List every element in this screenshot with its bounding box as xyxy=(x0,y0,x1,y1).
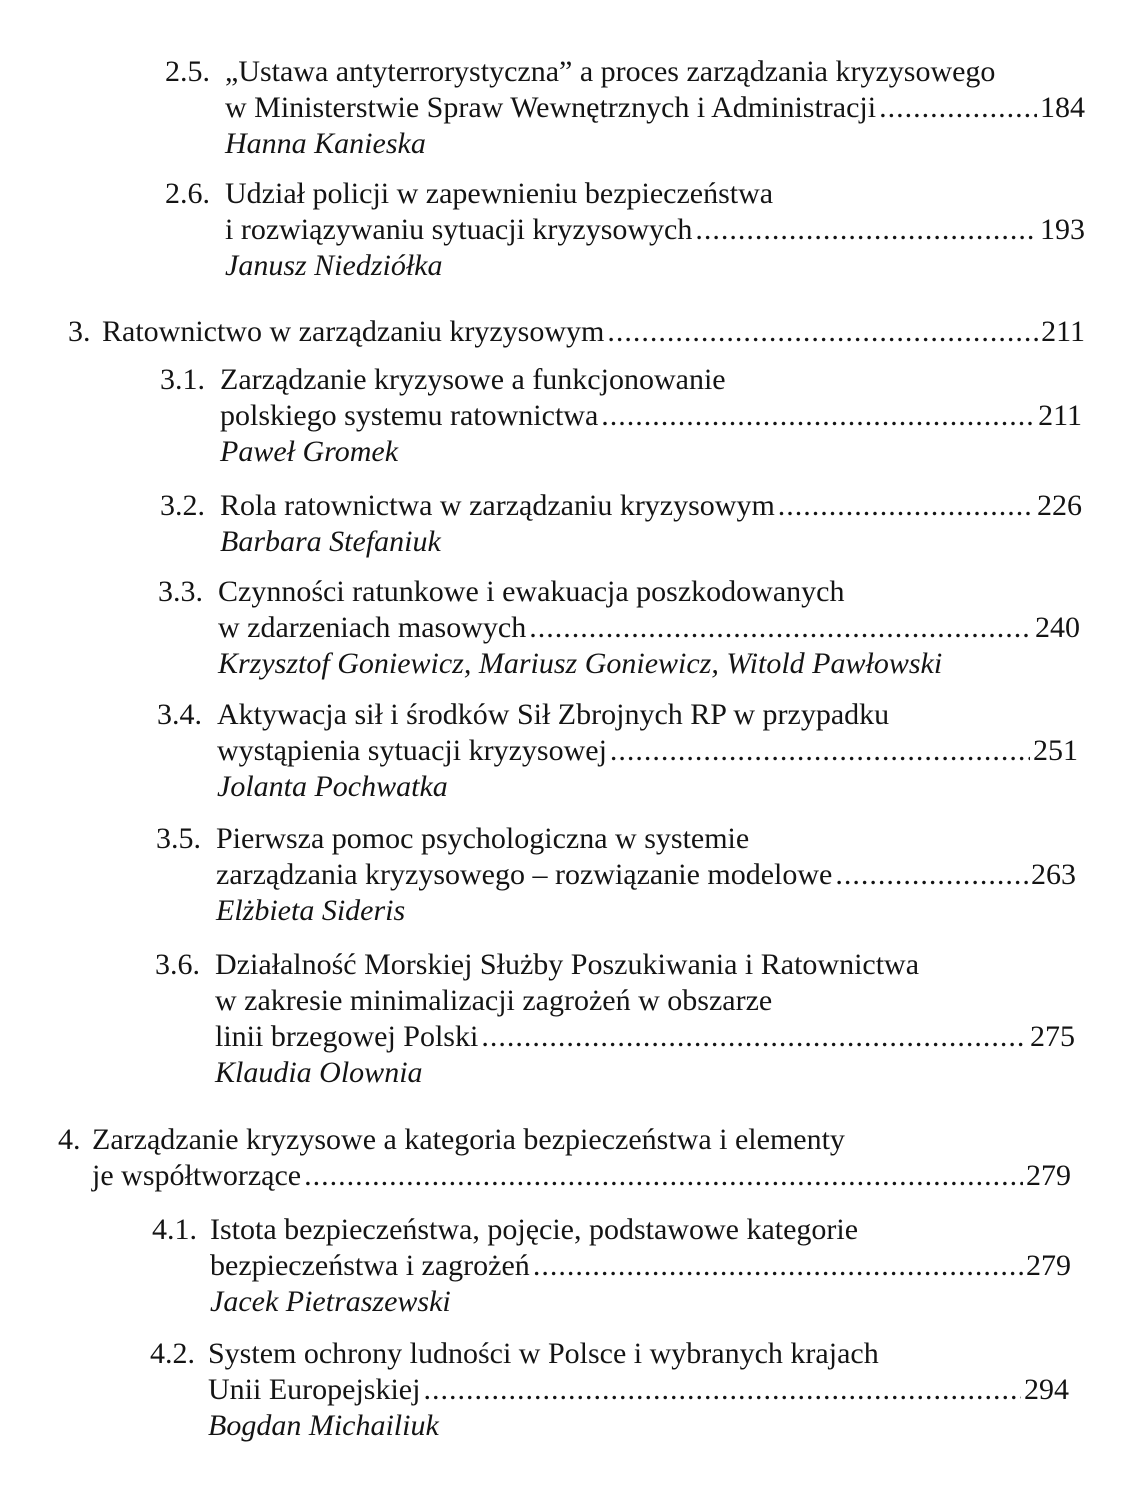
entry-page-number: 251 xyxy=(1033,734,1078,767)
entry-author: Bogdan Michailiuk xyxy=(208,1409,439,1442)
entry-title-line: bezpieczeństwa i zagrożeń xyxy=(210,1249,530,1282)
entry-title-line: polskiego systemu ratownictwa xyxy=(220,399,599,432)
entry-title-line: Rola ratownictwa w zarządzaniu kryzysowym xyxy=(220,489,775,522)
chapter-number: 4. xyxy=(58,1123,81,1156)
entry-number: 3.5. xyxy=(156,822,201,855)
entry-title-line: „Ustawa antyterrorystyczna” a proces zarządzania kryzysowego xyxy=(225,55,996,88)
entry-title-line: Aktywacja sił i środków Sił Zbrojnych RP w przypadku xyxy=(217,698,890,731)
entry-number: 3.1. xyxy=(160,363,205,396)
entry-title-line: w zdarzeniach masowych xyxy=(218,611,527,644)
entry-author: Barbara Stefaniuk xyxy=(220,525,441,558)
entry-author: Elżbieta Sideris xyxy=(216,894,406,927)
entry-title-line: Zarządzanie kryzysowe a funkcjonowanie xyxy=(220,363,726,396)
dot-leader xyxy=(481,1019,1027,1055)
entry-title-line: Udział policji w zapewnieniu bezpieczeństwa xyxy=(225,177,774,210)
entry-number: 2.6. xyxy=(165,177,210,210)
entry-page-number: 193 xyxy=(1040,213,1085,246)
entry-page-number: 226 xyxy=(1037,489,1082,522)
toc-entry-4-1 xyxy=(152,1212,1071,1320)
entry-number: 4.2. xyxy=(150,1337,195,1370)
toc-entry-3-3 xyxy=(158,574,1080,682)
toc-chapter-4 xyxy=(58,1122,1071,1194)
entry-title-line: Czynności ratunkowe i ewakuacja poszkodowanych xyxy=(218,575,845,608)
entry-author: Klaudia Olownia xyxy=(215,1056,423,1089)
chapter-title-line: je współtworzące xyxy=(92,1159,302,1192)
entry-number: 3.2. xyxy=(160,489,205,522)
dot-leader xyxy=(601,398,1035,434)
entry-page-number: 275 xyxy=(1030,1020,1075,1053)
entry-author: Jacek Pietraszewski xyxy=(210,1285,451,1318)
entry-number: 4.1. xyxy=(152,1213,197,1246)
entry-page-number: 184 xyxy=(1040,91,1085,124)
entry-title-line: zarządzania kryzysowego – rozwiązanie modelowe xyxy=(216,858,833,891)
entry-author: Krzysztof Goniewicz, Mariusz Goniewicz, Witold Pawłowski xyxy=(218,647,943,680)
chapter-page-number: 279 xyxy=(1026,1159,1071,1192)
toc-entry-2-6 xyxy=(165,176,1085,284)
dot-leader xyxy=(304,1158,1023,1194)
entry-page-number: 211 xyxy=(1038,399,1082,432)
toc-entry-2-5 xyxy=(165,54,1085,162)
entry-number: 3.3. xyxy=(158,575,203,608)
entry-title-line: Działalność Morskiej Służby Poszukiwania i Ratownictwa xyxy=(215,948,920,981)
entry-title-line: wystąpienia sytuacji kryzysowej xyxy=(217,734,607,767)
entry-title-line: System ochrony ludności w Polsce i wybranych krajach xyxy=(208,1337,879,1370)
entry-title-line: Istota bezpieczeństwa, pojęcie, podstawowe kategorie xyxy=(210,1213,859,1246)
entry-author: Jolanta Pochwatka xyxy=(217,770,448,803)
entry-page-number: 279 xyxy=(1026,1249,1071,1282)
toc-chapter-3 xyxy=(68,314,1085,350)
dot-leader xyxy=(423,1372,1021,1408)
dot-leader xyxy=(695,212,1037,248)
entry-number: 3.6. xyxy=(155,948,200,981)
entry-number: 3.4. xyxy=(157,698,202,731)
entry-title-line: w Ministerstwie Spraw Wewnętrznych i Administracji xyxy=(225,91,877,124)
dot-leader xyxy=(778,488,1034,524)
dot-leader xyxy=(533,1248,1023,1284)
chapter-page-number: 211 xyxy=(1041,315,1085,348)
entry-page-number: 263 xyxy=(1031,858,1076,891)
entry-title-line: i rozwiązywaniu sytuacji kryzysowych xyxy=(225,213,693,246)
dot-leader xyxy=(529,610,1032,646)
entry-author: Paweł Gromek xyxy=(220,435,399,468)
entry-number: 2.5. xyxy=(165,55,210,88)
entry-author: Janusz Niedziółka xyxy=(225,249,443,282)
entry-title-line: Unii Europejskiej xyxy=(208,1373,421,1406)
toc-entry-4-2 xyxy=(150,1336,1069,1444)
dot-leader xyxy=(610,733,1030,769)
toc-entry-3-4 xyxy=(157,697,1078,805)
entry-title-line: linii brzegowej Polski xyxy=(215,1020,479,1053)
chapter-number: 3. xyxy=(68,315,91,348)
entry-title-line: w zakresie minimalizacji zagrożeń w obszarze xyxy=(215,984,773,1017)
dot-leader xyxy=(879,90,1037,126)
entry-page-number: 240 xyxy=(1035,611,1080,644)
toc-entry-3-2 xyxy=(160,488,1082,560)
chapter-title: Ratownictwo w zarządzaniu kryzysowym xyxy=(102,315,605,348)
entry-title-line: Pierwsza pomoc psychologiczna w systemie xyxy=(216,822,750,855)
toc-entry-3-5 xyxy=(156,821,1076,929)
dot-leader xyxy=(835,857,1028,893)
chapter-title-line: Zarządzanie kryzysowe a kategoria bezpieczeństwa i elementy xyxy=(92,1123,845,1156)
entry-author: Hanna Kanieska xyxy=(225,127,426,160)
entry-page-number: 294 xyxy=(1024,1373,1069,1406)
dot-leader xyxy=(607,314,1038,350)
toc-entry-3-1 xyxy=(160,362,1082,470)
toc-entry-3-6 xyxy=(155,947,1075,1091)
